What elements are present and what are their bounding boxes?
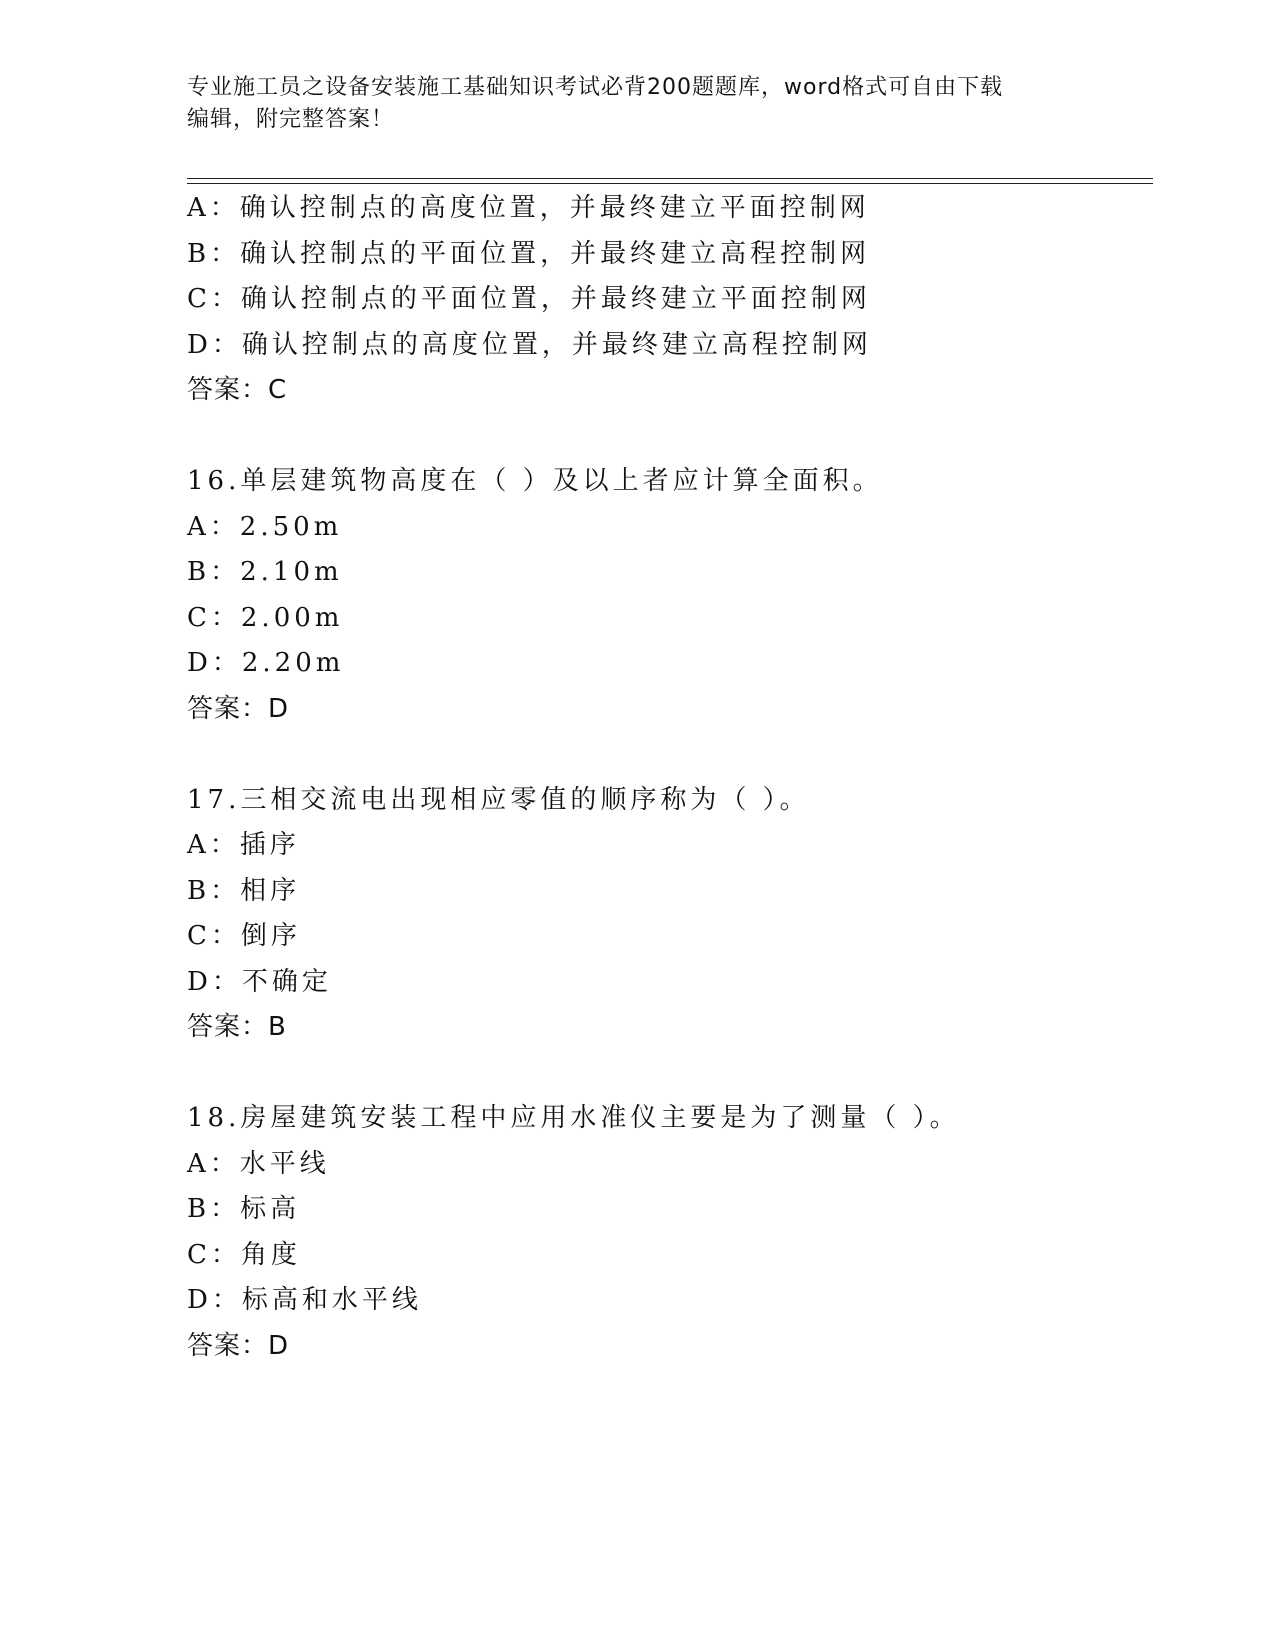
answer: 答案：D: [187, 1330, 290, 1361]
option-a: A：2.50m: [187, 511, 343, 542]
option-d: D：标高和水平线: [187, 1285, 422, 1315]
spacer: [187, 732, 1147, 778]
question-text: 17.三相交流电出现相应零值的顺序称为（ ）。: [187, 784, 810, 815]
option-a: A：插序: [187, 830, 300, 860]
option-b: B：标高: [187, 1194, 301, 1224]
question-text: 18.房屋建筑安装工程中应用水准仪主要是为了测量（ ）。: [187, 1103, 960, 1133]
option-c: C：确认控制点的平面位置，并最终建立平面控制网: [187, 284, 871, 314]
answer: 答案：D: [187, 693, 290, 724]
question-16: [187, 459, 1147, 732]
option-c: C：角度: [187, 1239, 301, 1270]
answer: 答案：B: [187, 1012, 287, 1042]
question-15: [187, 186, 1147, 414]
option-c: C：倒序: [187, 921, 301, 951]
header-line-2: 编辑，附完整答案！: [187, 107, 395, 132]
document-header: [187, 72, 1067, 136]
option-b: B：确认控制点的平面位置，并最终建立高程控制网: [187, 238, 871, 269]
option-d: D：不确定: [187, 966, 332, 997]
header-divider-bottom: [187, 183, 1153, 184]
answer: 答案：C: [187, 375, 288, 405]
question-17: [187, 778, 1147, 1051]
option-a: A：确认控制点的高度位置，并最终建立平面控制网: [187, 193, 870, 223]
option-b: B：相序: [187, 875, 301, 906]
option-d: D：2.20m: [187, 648, 345, 678]
header-line-1: 专业施工员之设备安装施工基础知识考试必背200题题库，word格式可自由下载: [187, 75, 1004, 100]
question-list: [187, 186, 1147, 1369]
question-18: [187, 1096, 1147, 1369]
option-b: B：2.10m: [187, 557, 343, 587]
question-text: 16.单层建筑物高度在（ ）及以上者应计算全面积。: [187, 466, 883, 496]
spacer: [187, 414, 1147, 460]
header-divider-top: [187, 178, 1153, 179]
spacer: [187, 1051, 1147, 1097]
option-d: D：确认控制点的高度位置，并最终建立高程控制网: [187, 329, 872, 360]
option-a: A：水平线: [187, 1148, 330, 1179]
option-c: C：2.00m: [187, 602, 344, 633]
